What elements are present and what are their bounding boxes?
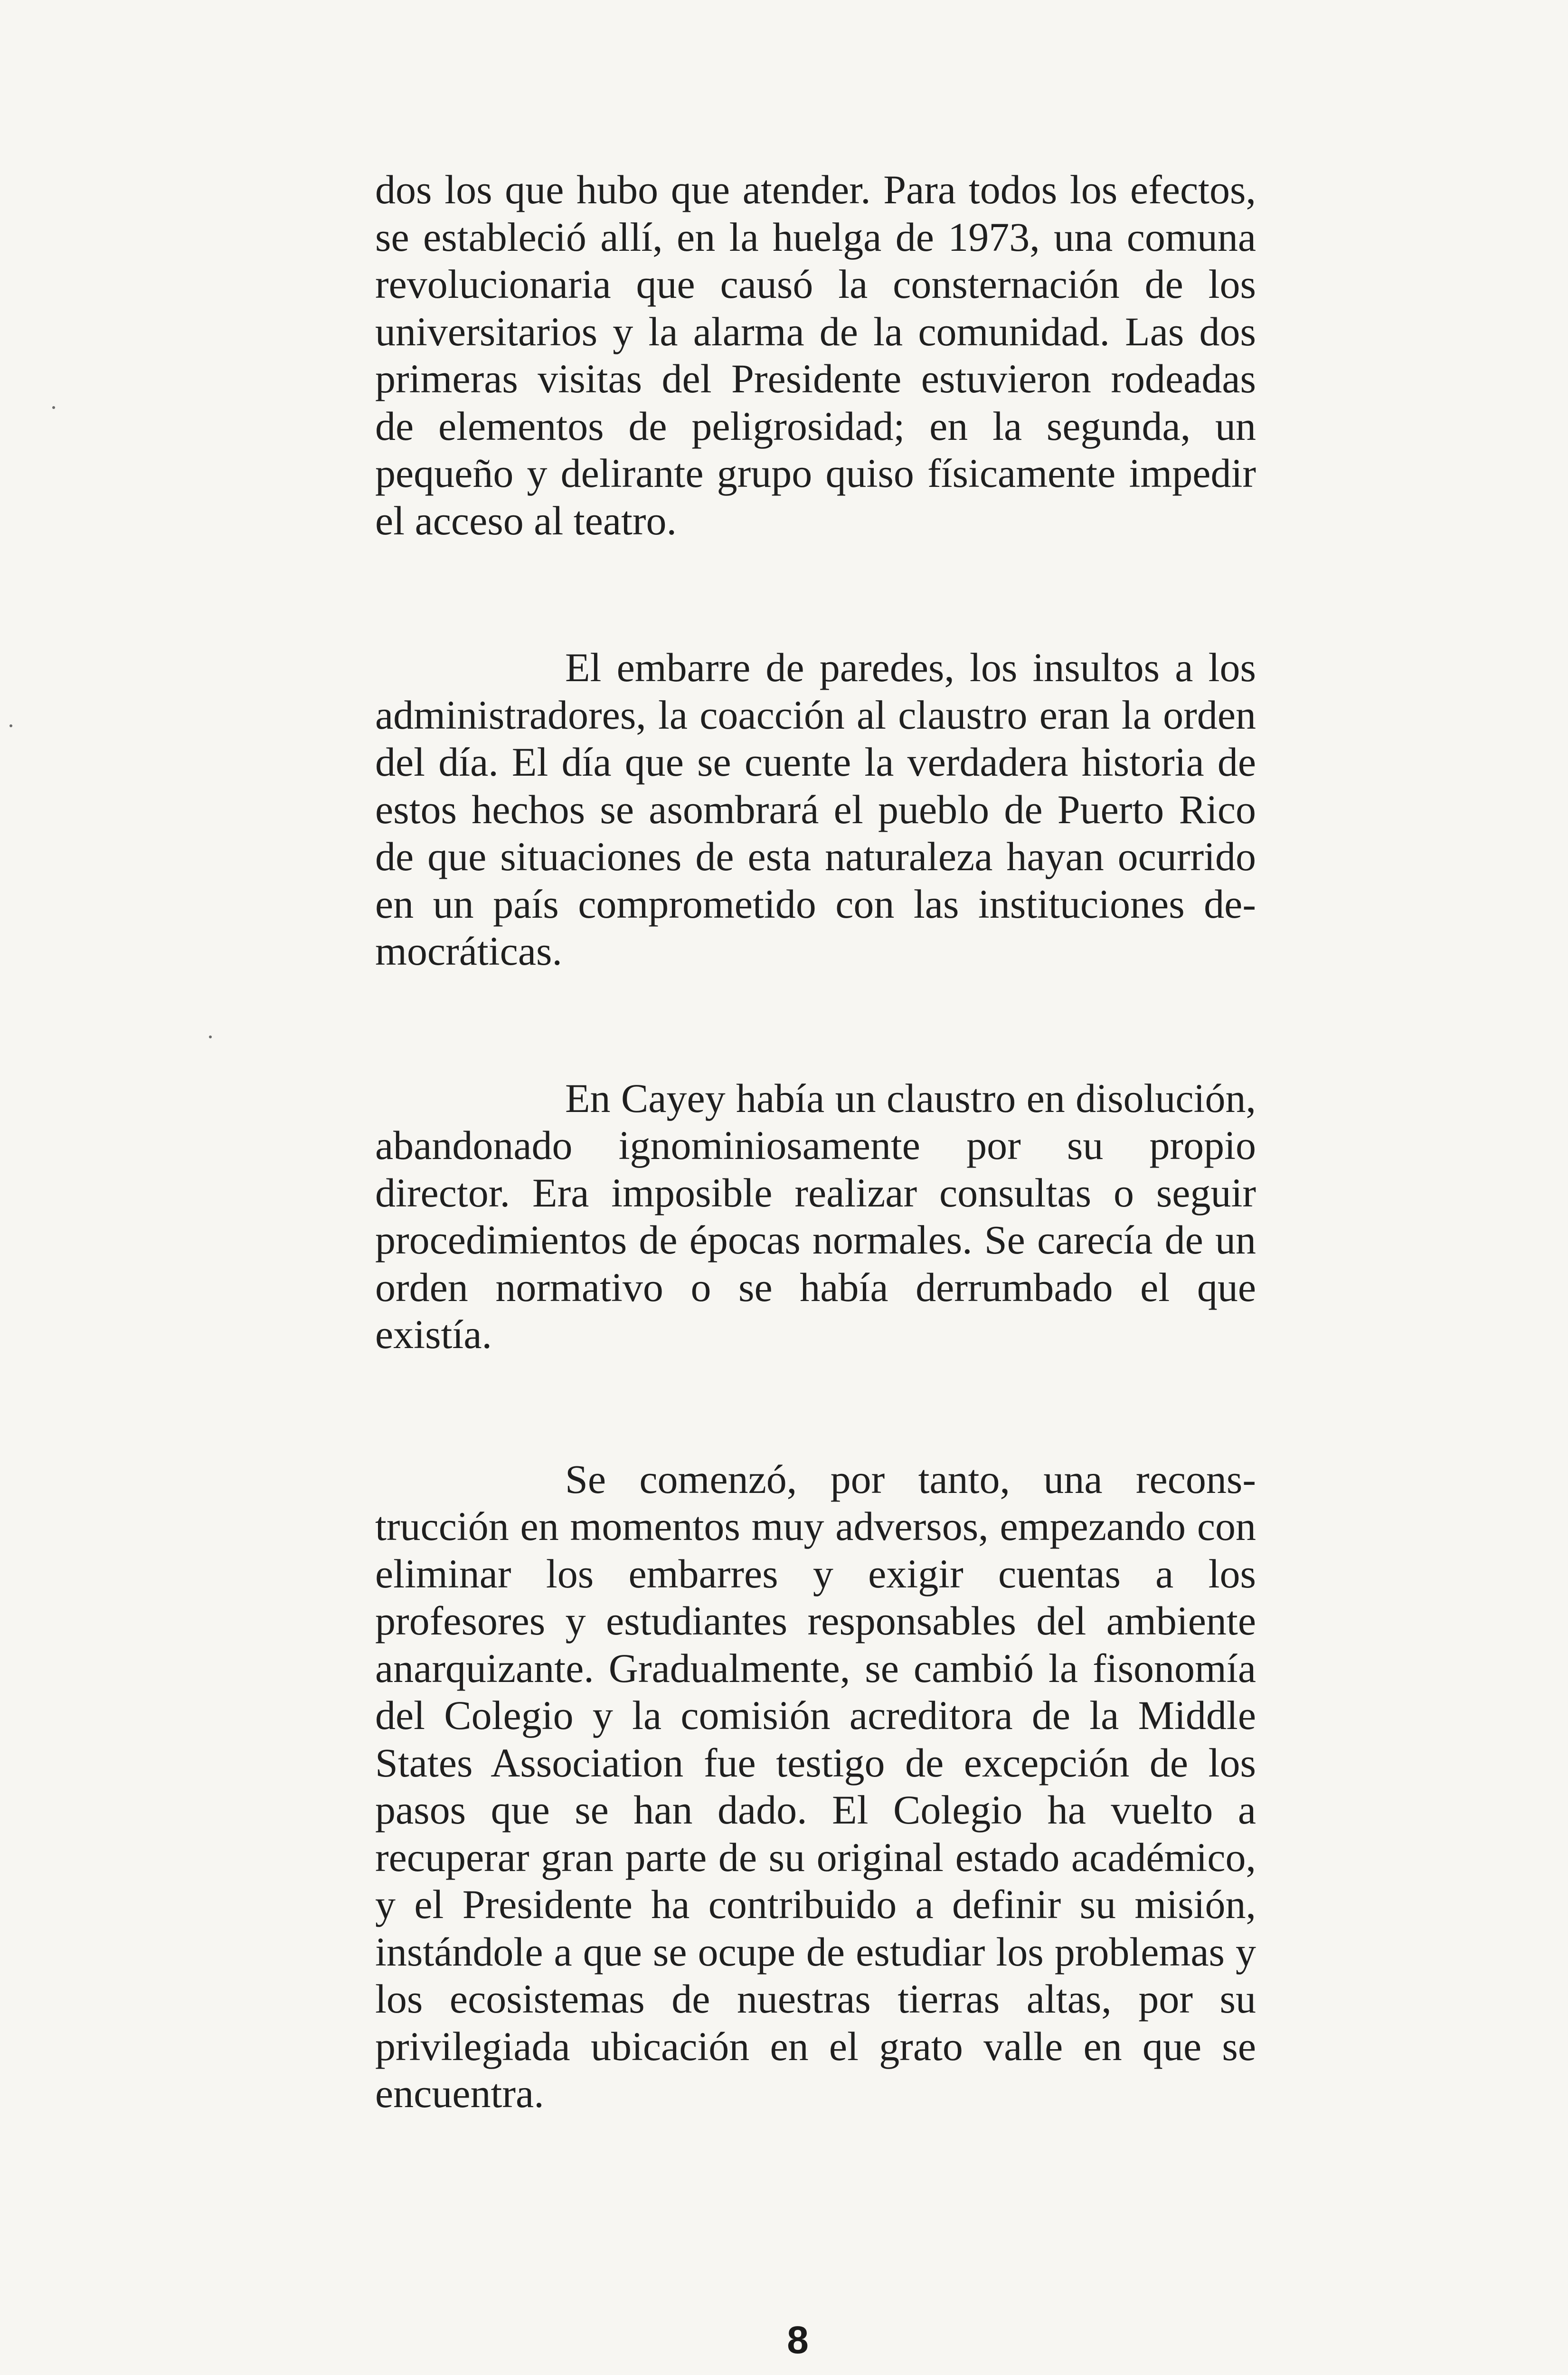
paragraph-1: dos los que hubo que atender. Para todos los efectos, se estableció allí, en la huelga de 1973, una comuna revolucionaria que causó la consternación de los universitarios y la alarma de la comunidad. Las dos primeras visitas del Presidente estuvieron rodeadas de elementos de peligrosidad; en la segunda, un pequeño y delirante grupo quiso físicamente impedir el acceso al teatro.: [375, 167, 1256, 543]
scan-speck: [9, 724, 12, 727]
page-number: 8: [787, 2318, 809, 2362]
paragraph-2: El embarre de paredes, los insultos a los administradores, la coacción al claustro eran la orden del día. El día que se cuente la verdadera historia de estos hechos se asombrará el pueblo de Puerto Rico de que situaciones de esta naturaleza hayan ocurrido en un país comprometido con las instituciones democráticas.: [375, 645, 1256, 974]
paragraph-3: En Cayey había un claustro en disolución, abandonado ignominiosamente por su propio director. Era imposible realizar consultas o seguir procedimientos de épocas normales. Se carecía de un orden normativo o se había derrumbado el que existía.: [375, 1075, 1256, 1357]
scan-speck: [209, 1036, 212, 1038]
text-column: [375, 166, 1256, 2118]
paragraph-4: Se comenzó, por tanto, una reconstrucción en momentos muy adversos, empezando con eliminar los embarres y exigir cuentas a los profesores y estudiantes responsables del ambiente anarquizante. Gradualmente, se cambió la fisonomía del Colegio y la comisión acreditora de la Middle States Association fue testigo de excepción de los pasos que se han dado. El Colegio ha vuelto a recuperar gran parte de su original estado académico, y el Presidente ha contribuido a definir su misión, instándole a que se ocupe de estudiar los problemas y los ecosistemas de nuestras tierras altas, por su privilegiada ubicación en el grato valle en que se encuentra.: [375, 1456, 1256, 2116]
scan-speck: [52, 406, 55, 409]
